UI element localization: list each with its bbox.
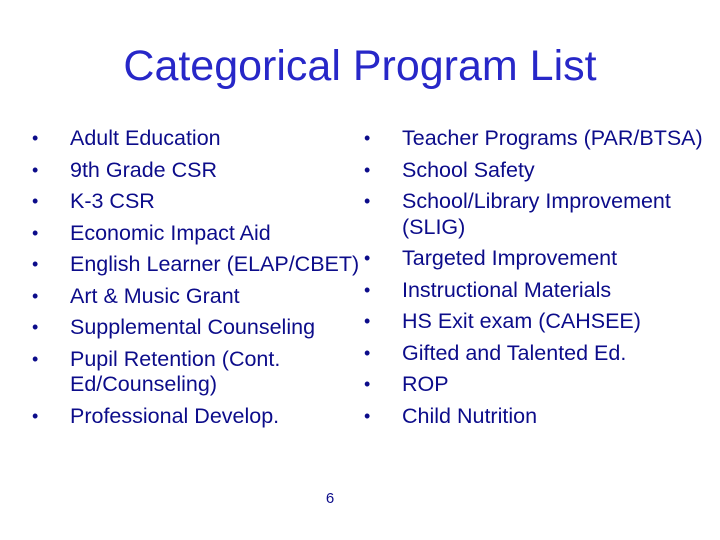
list-item: [30, 158, 360, 184]
list-item: [362, 404, 712, 430]
list-item: [30, 404, 360, 430]
list-item-label: Adult Education: [70, 126, 221, 150]
bullet-icon: •: [32, 128, 39, 148]
list-item-label: Instructional Materials: [402, 277, 612, 302]
list-item: [362, 158, 712, 184]
list-item-label: HS Exit exam (CAHSEE): [402, 309, 641, 333]
bullet-icon: •: [364, 191, 371, 211]
list-item-label: Supplemental Counseling: [70, 315, 316, 339]
list-item: [30, 126, 360, 152]
list-item: [362, 341, 712, 367]
list-item-label: Targeted Improvement: [402, 246, 618, 270]
list-item: [362, 278, 712, 304]
bullet-icon: •: [364, 159, 371, 180]
bullet-icon: •: [364, 342, 371, 363]
list-item: [362, 189, 712, 240]
bullet-icon: •: [364, 279, 371, 300]
bullet-icon: •: [364, 405, 371, 426]
bullet-icon: •: [32, 254, 39, 274]
list-item-label: Teacher Programs (PAR/BTSA): [402, 126, 703, 150]
left-bullet-list: [30, 126, 360, 435]
bullet-icon: •: [364, 311, 371, 331]
list-item-label: K-3 CSR: [70, 189, 155, 213]
list-item-label: Economic Impact Aid: [70, 220, 271, 245]
list-item-label: School/Library Improvement (SLIG): [402, 189, 671, 239]
bullet-icon: •: [32, 317, 39, 337]
list-item: [362, 372, 712, 398]
list-item: [30, 315, 360, 341]
list-item-label: Pupil Retention (Cont. Ed/Counseling): [70, 346, 281, 396]
bullet-icon: •: [32, 285, 39, 306]
list-item: [362, 126, 712, 152]
list-item: [30, 347, 360, 398]
slide-title: Categorical Program List: [123, 42, 597, 90]
bullet-icon: •: [32, 159, 39, 180]
list-item: [362, 309, 712, 335]
list-item-label: Child Nutrition: [402, 403, 538, 428]
bullet-icon: •: [32, 191, 39, 211]
list-item-label: School Safety: [402, 157, 535, 182]
list-item-label: Art & Music Grant: [70, 283, 240, 308]
list-item-label: ROP: [402, 372, 449, 396]
bullet-icon: •: [364, 128, 371, 148]
right-bullet-list: [362, 126, 712, 435]
bullet-icon: •: [32, 348, 39, 369]
list-item: [30, 252, 360, 278]
bullet-icon: •: [32, 405, 39, 426]
list-item: [362, 246, 712, 272]
list-item: [30, 221, 360, 247]
list-item-label: Professional Develop.: [70, 403, 280, 428]
bullet-icon: •: [32, 222, 39, 243]
list-item-label: Gifted and Talented Ed.: [402, 340, 627, 365]
list-item: [30, 189, 360, 215]
list-item: [30, 284, 360, 310]
list-item-label: English Learner (ELAP/CBET): [70, 252, 360, 276]
bullet-icon: •: [364, 374, 371, 394]
list-item-label: 9th Grade CSR: [70, 157, 217, 182]
page-number: 6: [325, 490, 335, 507]
bullet-icon: •: [364, 248, 371, 268]
